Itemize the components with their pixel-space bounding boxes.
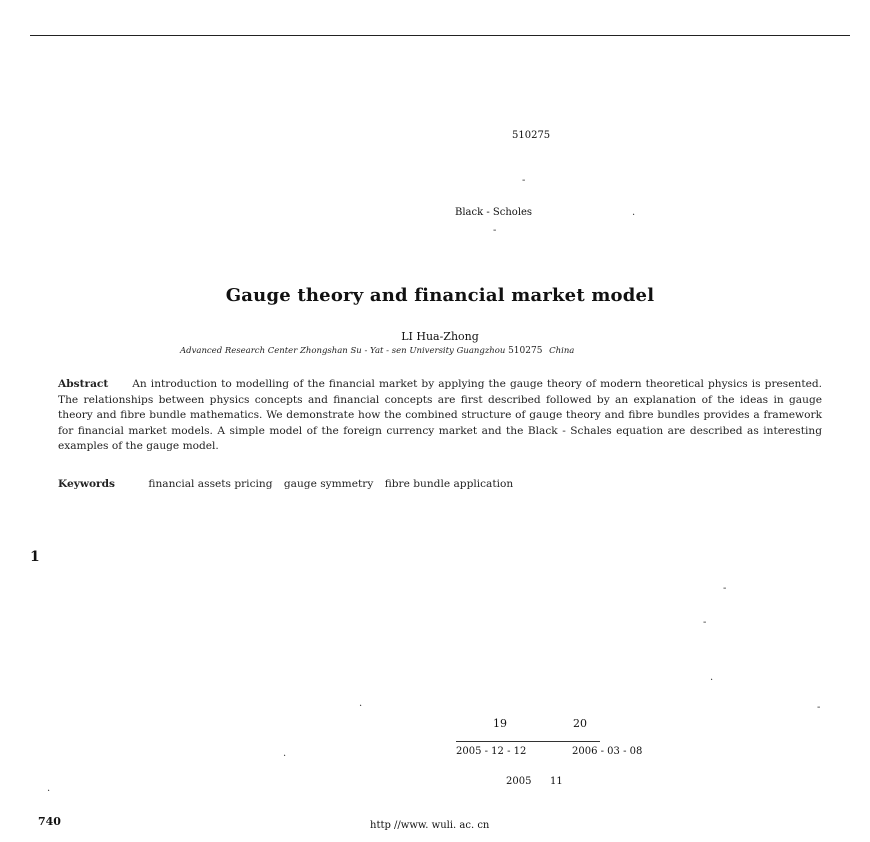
body-mark: - [723, 583, 727, 594]
footnote-number-2: 20 [573, 717, 587, 730]
footnote-date-received: 2005 - 12 - 12 [456, 746, 527, 757]
body-mark: - [817, 702, 821, 713]
footnote-date-revised: 2006 - 03 - 08 [572, 746, 643, 757]
header-mark: - [522, 175, 526, 186]
top-rule [30, 35, 850, 36]
body-mark: - [703, 617, 707, 628]
keyword-item: gauge symmetry [283, 478, 374, 490]
author-affiliation [180, 346, 574, 356]
footnote-rule [456, 741, 600, 742]
page-number: 740 [38, 815, 61, 828]
header-mark: . [632, 207, 636, 218]
footnote-number-1: 19 [493, 717, 507, 730]
affiliation-text: Advanced Research Center Zhongshan Su - Yat - sen University Guangzhou [180, 346, 506, 356]
abstract-label: Abstract [58, 378, 109, 390]
keywords [58, 478, 521, 490]
footnote-issue: 11 [550, 776, 563, 787]
footer-url[interactable]: http //www. wuli. ac. cn [370, 820, 490, 831]
header-mark: - [493, 225, 497, 236]
footnote-year: 2005 [506, 776, 532, 787]
section-number: 1 [30, 549, 40, 565]
abstract [58, 377, 822, 455]
author-name: LI Hua-Zhong [401, 330, 479, 343]
body-mark: . [710, 672, 714, 683]
body-mark: . [47, 783, 51, 794]
keyword-item: fibre bundle application [384, 478, 514, 490]
keywords-label: Keywords [58, 478, 116, 490]
affiliation-postcode: 510275 [508, 346, 543, 356]
body-mark: . [283, 748, 287, 759]
header-keyword-black-scholes: Black - Scholes [455, 207, 533, 218]
header-postcode: 510275 [512, 130, 551, 141]
abstract-text: An introduction to modelling of the financial market by applying the gauge theory of modern theoretical physics is presented. The relationships between physics concepts and financial concepts are first described followed by an explanation of the ideas in gauge theory and fibre bundle mathematics. We demonstrate how the combined structure of gauge theory and fibre bundles provides a framework for financial market models. A simple model of the foreign currency market and the Black - Schales equation are described as interesting examples of the gauge model. [58, 378, 822, 452]
affiliation-country: China [549, 346, 575, 356]
paper-title: Gauge theory and financial market model [225, 285, 655, 306]
keyword-item: financial assets pricing [148, 478, 273, 490]
body-mark: . [359, 698, 363, 709]
